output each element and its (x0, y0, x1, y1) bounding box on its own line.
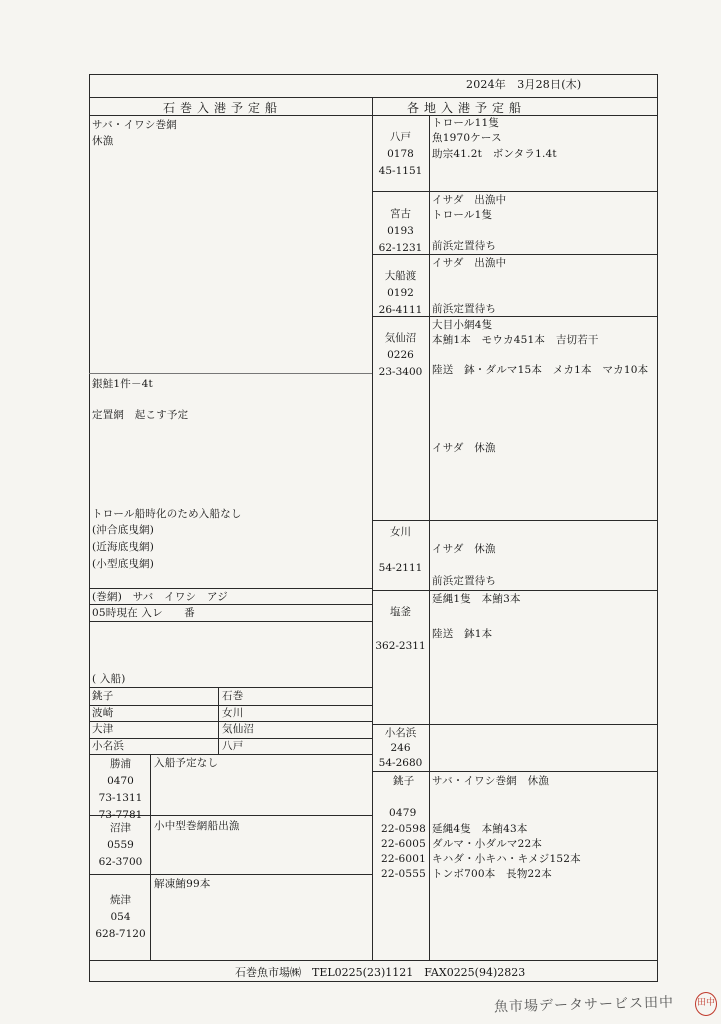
miyako-line-3: 前浜定置待ち (432, 240, 497, 252)
phone-number: 73-1311 (98, 792, 143, 804)
handwritten-signature: 魚市場データサービス田中 (493, 994, 675, 1016)
hachinohe-line-3: 助宗41.2t ボンタラ1.4t (432, 148, 557, 160)
left-rule-blank (89, 621, 372, 622)
port-from-3: 大津 (92, 723, 114, 735)
frame-top (89, 74, 658, 75)
choshi-line-4: キハダ・小キハ・キメジ152本 (432, 853, 581, 865)
left-rule-time (89, 604, 372, 605)
port-to-2: 女川 (222, 707, 244, 719)
hachinohe-line-2: 魚1970ケース (432, 132, 502, 144)
phone-number: 54-2111 (378, 562, 423, 574)
ofunato-line-1: イサダ 出漁中 (432, 257, 507, 269)
choshi-port-name: 銚子 (393, 775, 415, 787)
header-ishinomaki: 石巻入港予定船 (163, 101, 283, 115)
right-rule-6 (372, 724, 658, 725)
port-block-onagawa (374, 523, 427, 577)
phone-code: 054 (110, 911, 131, 923)
kesennuma-line-4: イサダ 休漁 (432, 442, 496, 454)
phone-code: 246 (390, 742, 411, 754)
choshi-phone-2: 22-6005 (381, 838, 427, 850)
port-name: 小名浜 (384, 727, 417, 739)
port-name: 八戸 (390, 131, 411, 143)
port-block-numazu (93, 820, 148, 871)
footer-contact: 石巻魚市場㈱ TEL0225(23)1121 FAX0225(94)2823 (235, 966, 526, 979)
port-name: 宮古 (390, 208, 411, 220)
port-block-hachinohe (374, 129, 427, 180)
choshi-line-5: トンボ700本 長物22本 (432, 868, 553, 880)
phone-code: 0178 (387, 148, 414, 160)
saba-iwashi-status: 休漁 (92, 135, 114, 147)
trawl-note: トロール船時化のため入船なし (92, 508, 242, 520)
port-name: 沼津 (110, 822, 131, 834)
right-rule-1 (372, 191, 658, 192)
numazu-info: 小中型巻網船出漁 (154, 820, 240, 832)
shiogama-line-2: 陸送 鉢1本 (432, 628, 493, 640)
right-rule-4 (372, 520, 658, 521)
port-to-3: 気仙沼 (222, 723, 255, 735)
phone-number: 26-4111 (378, 304, 423, 316)
nyusen-label: ( 入船) (92, 673, 126, 685)
shiogama-line-1: 延縄1隻 本鮪3本 (432, 593, 521, 605)
port-block-yaizu (93, 892, 148, 943)
saba-iwashi-heading: サバ・イワシ巻網 (92, 119, 177, 131)
choshi-line-3: ダルマ・小ダルマ22本 (432, 838, 543, 850)
center-divider (372, 97, 373, 960)
kesennuma-line-3: 陸送 鉢・ダルマ15本 メカ1本 マカ10本 (432, 364, 649, 376)
port-block-kesennuma (374, 330, 427, 381)
okiai-label: (沖合底曳網) (92, 524, 155, 536)
phone-number: 73-7781 (98, 809, 143, 821)
current-time-line: 05時現在 入レ 番 (92, 607, 195, 619)
hachinohe-line-1: トロール11隻 (432, 117, 500, 129)
teichi-line: 定置網 起こす予定 (92, 409, 189, 421)
onagawa-line-2: 前浜定置待ち (432, 575, 497, 587)
phone-number: 628-7120 (95, 928, 146, 940)
choshi-phone-4: 22-0555 (381, 868, 427, 880)
header-other-ports: 各地入港予定船 (407, 101, 527, 115)
port-name: 気仙沼 (384, 332, 417, 344)
phone-number: 362-2311 (375, 640, 426, 652)
port-name: 塩釜 (390, 606, 411, 618)
port-to-1: 石巻 (222, 690, 244, 702)
phone-number: 45-1151 (378, 165, 423, 177)
katsuura-info: 入船予定なし (154, 757, 219, 769)
phone-code: 0559 (107, 839, 134, 851)
kogata-label: (小型底曳網) (92, 558, 155, 570)
right-rule-7 (372, 771, 658, 772)
phone-number: 23-3400 (378, 366, 423, 378)
tanaka-seal-stamp: 田中 (695, 992, 717, 1016)
port-block-shiogama (374, 604, 427, 654)
yaizu-info: 解凍鮪99本 (154, 878, 211, 890)
left-faint-rule (89, 373, 372, 374)
left-rule-makiami (89, 588, 372, 589)
makiami-species: (巻網) サバ イワシ アジ (92, 591, 228, 603)
port-from-4: 小名浜 (92, 740, 125, 752)
left-rule-port4 (89, 754, 372, 755)
port-name: 勝浦 (110, 758, 131, 770)
port-block-miyako (374, 206, 427, 257)
frame-left (89, 74, 90, 982)
phone-code: 0192 (387, 287, 414, 299)
spacer (374, 620, 427, 638)
phone-code: 0193 (387, 225, 414, 237)
choshi-phone-3: 22-6001 (381, 853, 427, 865)
rule-under-date (89, 97, 658, 98)
port-block-katsuura (93, 756, 148, 824)
spacer (374, 541, 427, 559)
miyako-line-1: イサダ 出漁中 (432, 194, 507, 206)
phone-code: 0226 (387, 349, 414, 361)
phone-code: 0470 (107, 775, 134, 787)
right-rule-5 (372, 590, 658, 591)
kinkai-label: (近海底曳網) (92, 541, 155, 553)
port-from-2: 波崎 (92, 707, 114, 719)
choshi-line-1: サバ・イワシ巻網 休漁 (432, 775, 550, 787)
report-date: 2024年 3月28日(木) (466, 78, 582, 91)
port-name: 大船渡 (384, 270, 417, 282)
ofunato-line-2: 前浜定置待ち (432, 303, 497, 315)
port-name: 女川 (390, 526, 411, 538)
port-block-ofunato (374, 268, 427, 319)
ginzake-line: 銀鮭1件－4t (92, 378, 153, 390)
frame-bottom (89, 981, 658, 982)
choshi-phone-code: 0479 (389, 807, 417, 819)
port-name: 焼津 (110, 894, 131, 906)
right-inner-divider (429, 115, 430, 960)
port-from-1: 銚子 (92, 690, 114, 702)
port-block-onahama (374, 726, 427, 771)
lower-left-divider (150, 754, 151, 960)
phone-number: 62-3700 (98, 856, 143, 868)
left-port-divider (218, 687, 219, 754)
kesennuma-line-1: 大目小網4隻 (432, 319, 493, 331)
onagawa-line-1: イサダ 休漁 (432, 543, 496, 555)
port-to-4: 八戸 (222, 740, 244, 752)
miyako-line-2: トロール1隻 (432, 209, 493, 221)
phone-number: 54-2680 (378, 757, 423, 769)
kesennuma-line-2: 本鮪1本 モウカ451本 吉切若干 (432, 334, 599, 346)
lower-left-rule-2 (89, 874, 372, 875)
choshi-phone-1: 22-0598 (381, 823, 427, 835)
rule-above-footer (89, 960, 658, 961)
left-rule-nyusen (89, 687, 372, 688)
phone-number: 62-1231 (378, 242, 423, 254)
frame-right (657, 74, 658, 982)
choshi-line-2: 延縄4隻 本鮪43本 (432, 823, 528, 835)
